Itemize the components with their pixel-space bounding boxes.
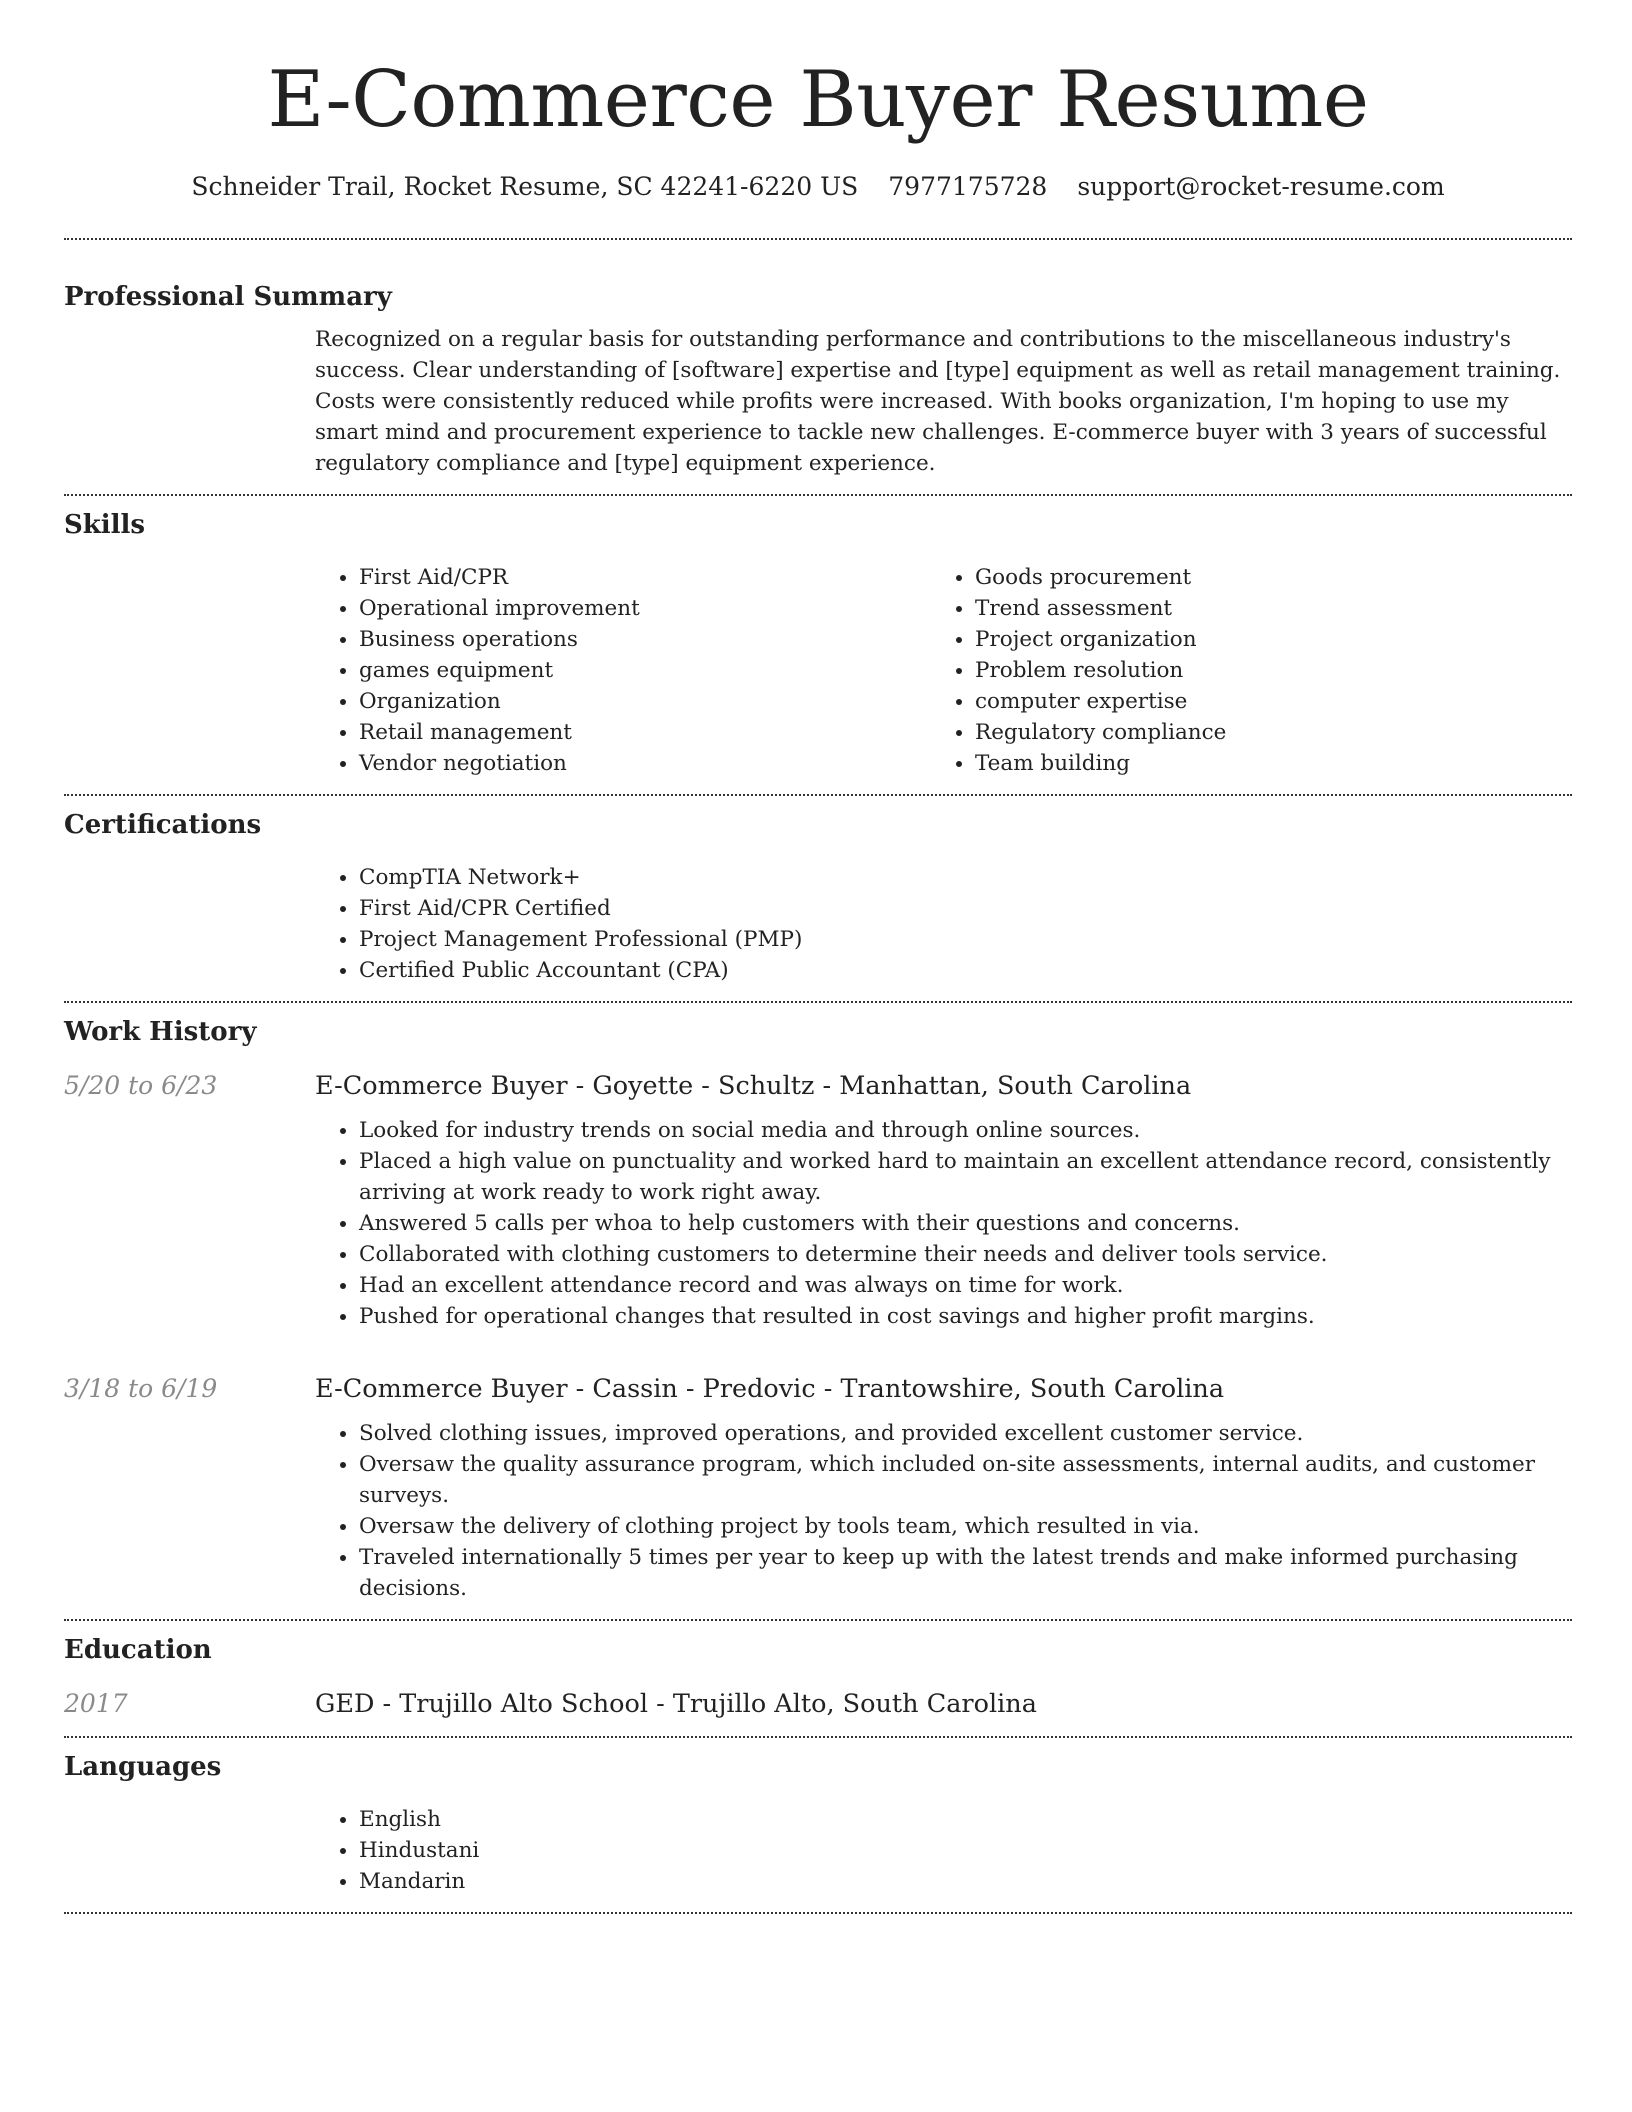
summary-body bbox=[315, 324, 1572, 479]
list-item: • Operational improvement bbox=[359, 593, 931, 624]
list-item: • Traveled internationally 5 times per year to keep up with the latest trends and make informed purchasing decisions. bbox=[359, 1542, 1572, 1604]
list-item: • Problem resolution bbox=[975, 655, 1547, 686]
list-item: • Looked for industry trends on social media and through online sources. bbox=[359, 1115, 1572, 1146]
languages-list bbox=[315, 1804, 1572, 1897]
summary-section bbox=[64, 280, 1572, 479]
list-item: • CompTIA Network+ bbox=[359, 862, 1572, 893]
certifications-heading: Certifications bbox=[64, 810, 262, 840]
job-details bbox=[315, 1115, 1572, 1332]
certifications-section bbox=[64, 808, 1572, 986]
education-year: 2017 bbox=[64, 1689, 128, 1718]
languages-body bbox=[315, 1804, 1572, 1897]
work-heading: Work History bbox=[64, 1017, 257, 1047]
job-dates: 5/20 to 6/23 bbox=[64, 1071, 218, 1100]
list-item: • Hindustani bbox=[359, 1835, 1572, 1866]
list-item: • Pushed for operational changes that resulted in cost savings and higher profit margins. bbox=[359, 1301, 1572, 1332]
contact-email: support@rocket-resume.com bbox=[1077, 172, 1445, 201]
job-title: E-Commerce Buyer - Goyette - Schultz - Manhattan, South Carolina bbox=[315, 1071, 1192, 1101]
skills-heading: Skills bbox=[64, 510, 146, 540]
summary-text: Recognized on a regular basis for outstanding performance and contributions to the miscellaneous industry's success. Clear understanding of [software] expertise and [type] equipment as well as retail management training. Costs were consistently reduced while profits were increased. With books organization, I'm hoping to use my smart mind and procurement experience to tackle new challenges. E-commerce buyer with 3 years of successful regulatory compliance and [type] equipment experience. bbox=[315, 327, 1561, 476]
education-title: GED - Trujillo Alto School - Trujillo Alto, South Carolina bbox=[315, 1689, 1037, 1719]
job-entry bbox=[64, 1372, 1572, 1604]
list-item: • Retail management bbox=[359, 717, 931, 748]
list-item: • Regulatory compliance bbox=[975, 717, 1547, 748]
list-item: • Trend assessment bbox=[975, 593, 1547, 624]
job-header bbox=[64, 1372, 1572, 1406]
summary-heading: Professional Summary bbox=[64, 282, 392, 312]
job-header bbox=[64, 1069, 1572, 1103]
education-section bbox=[64, 1633, 1572, 1721]
education-entry bbox=[64, 1687, 1572, 1721]
skills-grid bbox=[315, 562, 1572, 779]
job-bullets bbox=[315, 1115, 1572, 1332]
list-item: • Goods procurement bbox=[975, 562, 1547, 593]
job-bullets bbox=[315, 1418, 1572, 1604]
job-title: E-Commerce Buyer - Cassin - Predovic - Trantowshire, South Carolina bbox=[315, 1374, 1225, 1404]
skills-section bbox=[64, 508, 1572, 779]
certifications-body bbox=[315, 862, 1572, 986]
list-item: • First Aid/CPR Certified bbox=[359, 893, 1572, 924]
resume-title: E-Commerce Buyer Resume bbox=[267, 55, 1369, 145]
list-item: • Oversaw the quality assurance program, which included on-site assessments, internal audits, and customer surveys. bbox=[359, 1449, 1572, 1511]
list-item: • Placed a high value on punctuality and worked hard to maintain an excellent attendance record, consistently arriving at work ready to work right away. bbox=[359, 1146, 1572, 1208]
list-item: • Project Management Professional (PMP) bbox=[359, 924, 1572, 955]
list-item: • Certified Public Accountant (CPA) bbox=[359, 955, 1572, 986]
resume-page bbox=[64, 0, 1572, 1914]
divider bbox=[64, 794, 1572, 796]
list-item: • Collaborated with clothing customers to determine their needs and deliver tools service. bbox=[359, 1239, 1572, 1270]
list-item: • Organization bbox=[359, 686, 931, 717]
divider bbox=[64, 1001, 1572, 1003]
list-item: • First Aid/CPR bbox=[359, 562, 931, 593]
job-entry bbox=[64, 1069, 1572, 1332]
languages-heading: Languages bbox=[64, 1752, 222, 1782]
contact-phone: 7977175728 bbox=[888, 172, 1048, 201]
list-item: • Had an excellent attendance record and was always on time for work. bbox=[359, 1270, 1572, 1301]
job-details bbox=[315, 1418, 1572, 1604]
list-item: • Oversaw the delivery of clothing project by tools team, which resulted in via. bbox=[359, 1511, 1572, 1542]
list-item: • Solved clothing issues, improved operations, and provided excellent customer service. bbox=[359, 1418, 1572, 1449]
divider bbox=[64, 1912, 1572, 1914]
list-item: • Mandarin bbox=[359, 1866, 1572, 1897]
skills-list-left bbox=[315, 562, 931, 779]
list-item: • Business operations bbox=[359, 624, 931, 655]
education-heading: Education bbox=[64, 1635, 212, 1665]
divider bbox=[64, 1736, 1572, 1738]
skills-list-right bbox=[931, 562, 1547, 779]
list-item: • computer expertise bbox=[975, 686, 1547, 717]
job-dates: 3/18 to 6/19 bbox=[64, 1374, 218, 1403]
list-item: • English bbox=[359, 1804, 1572, 1835]
list-item: • Project organization bbox=[975, 624, 1547, 655]
list-item: • Vendor negotiation bbox=[359, 748, 931, 779]
list-item: • games equipment bbox=[359, 655, 931, 686]
list-item: • Answered 5 calls per whoa to help customers with their questions and concerns. bbox=[359, 1208, 1572, 1239]
divider bbox=[64, 238, 1572, 240]
certifications-list bbox=[315, 862, 1572, 986]
work-section bbox=[64, 1015, 1572, 1604]
list-item: • Team building bbox=[975, 748, 1547, 779]
contact-line bbox=[64, 170, 1572, 204]
divider bbox=[64, 494, 1572, 496]
contact-address: Schneider Trail, Rocket Resume, SC 42241-6220 US bbox=[191, 172, 859, 201]
languages-section bbox=[64, 1750, 1572, 1897]
divider bbox=[64, 1619, 1572, 1621]
